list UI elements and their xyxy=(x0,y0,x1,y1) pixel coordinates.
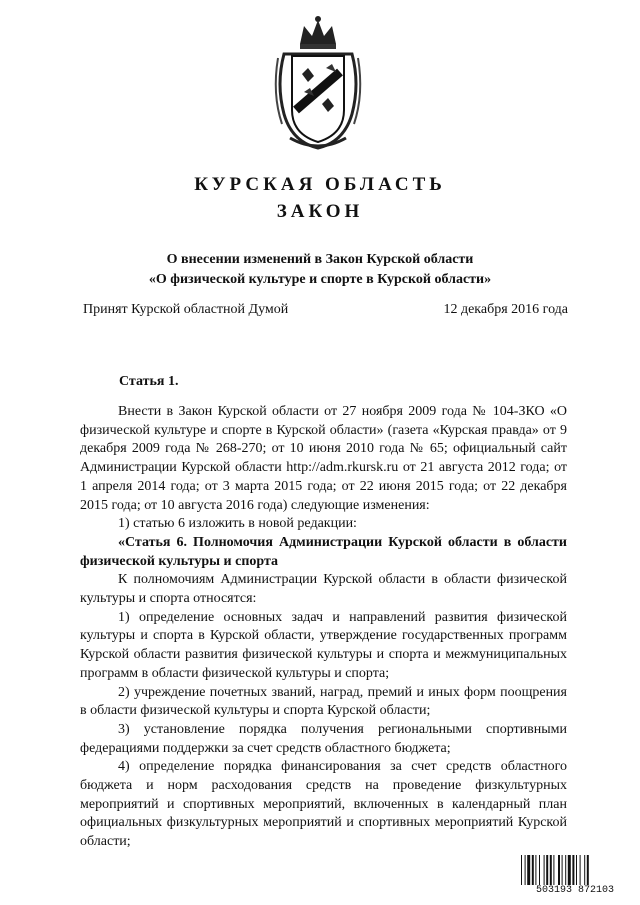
barcode-number: 503193 872103 xyxy=(519,885,631,897)
adoption-date: 12 декабря 2016 года xyxy=(443,302,568,317)
paragraph: Внести в Закон Курской области от 27 ноября 2009 года № 104-ЗКО «О физической культуре и спорте в Курской области» (газета «Курская правда» от 9 декабря 2009 года № 268-270; от 10 июня 2010 года № 65; официальный сайт Администрации Курской области http://adm.rkursk.ru от 21 августа 2012 года; от 1 апреля 2014 года; от 3 марта 2015 года; от 22 июня 2015 года; от 22 декабря 2015 года; от 10 августа 2016 года) следующие изменения: xyxy=(80,404,567,513)
paragraph: 2) учреждение почетных званий, наград, премий и иных форм поощрения в области физической культуры и спорта Курской области; xyxy=(80,684,567,719)
article-heading: Статья 1. xyxy=(119,374,179,389)
subtitle-line: О внесении изменений в Закон Курской области xyxy=(166,252,474,267)
paragraph: 3) установление порядка получения региональными спортивными федерациями поддержки за счет средств областного бюджета; xyxy=(80,721,567,756)
article-6-heading: «Статья 6. Полномочия Администрации Курской области в области физической культуры и спорта xyxy=(80,534,567,569)
barcode-bars-icon xyxy=(519,855,631,887)
subtitle-line: «О физической культуре и спорте в Курской области» xyxy=(148,272,492,287)
paragraph: 1) определение основных задач и направлений развития физической культуры и спорта в Курской области, утверждение государственных программ Курской области развития физической культуры и спорта и межмуниципальных программ в области физической культуры и спорта; xyxy=(80,609,567,681)
article-body xyxy=(80,403,567,852)
coat-of-arms-icon xyxy=(270,14,366,154)
paragraph: К полномочиям Администрации Курской области в области физической культуры и спорта относятся: xyxy=(80,572,567,607)
adopted-by: Принят Курской областной Думой xyxy=(83,302,289,317)
paragraph: 4) определение порядка финансирования за счет средств областного бюджета и норм расходования средств на проведение физкультурных мероприятий и спортивных мероприятий, включенных в календарный план официальных физкультурных мероприятий и спортивных мероприятий Курской области; xyxy=(80,759,567,850)
law-title: ЗАКОН xyxy=(276,201,364,222)
paragraph: 1) статью 6 изложить в новой редакции: xyxy=(118,516,357,532)
barcode xyxy=(519,855,631,901)
law-subtitle xyxy=(0,250,640,290)
region-title: КУРСКАЯ ОБЛАСТЬ xyxy=(194,174,446,195)
